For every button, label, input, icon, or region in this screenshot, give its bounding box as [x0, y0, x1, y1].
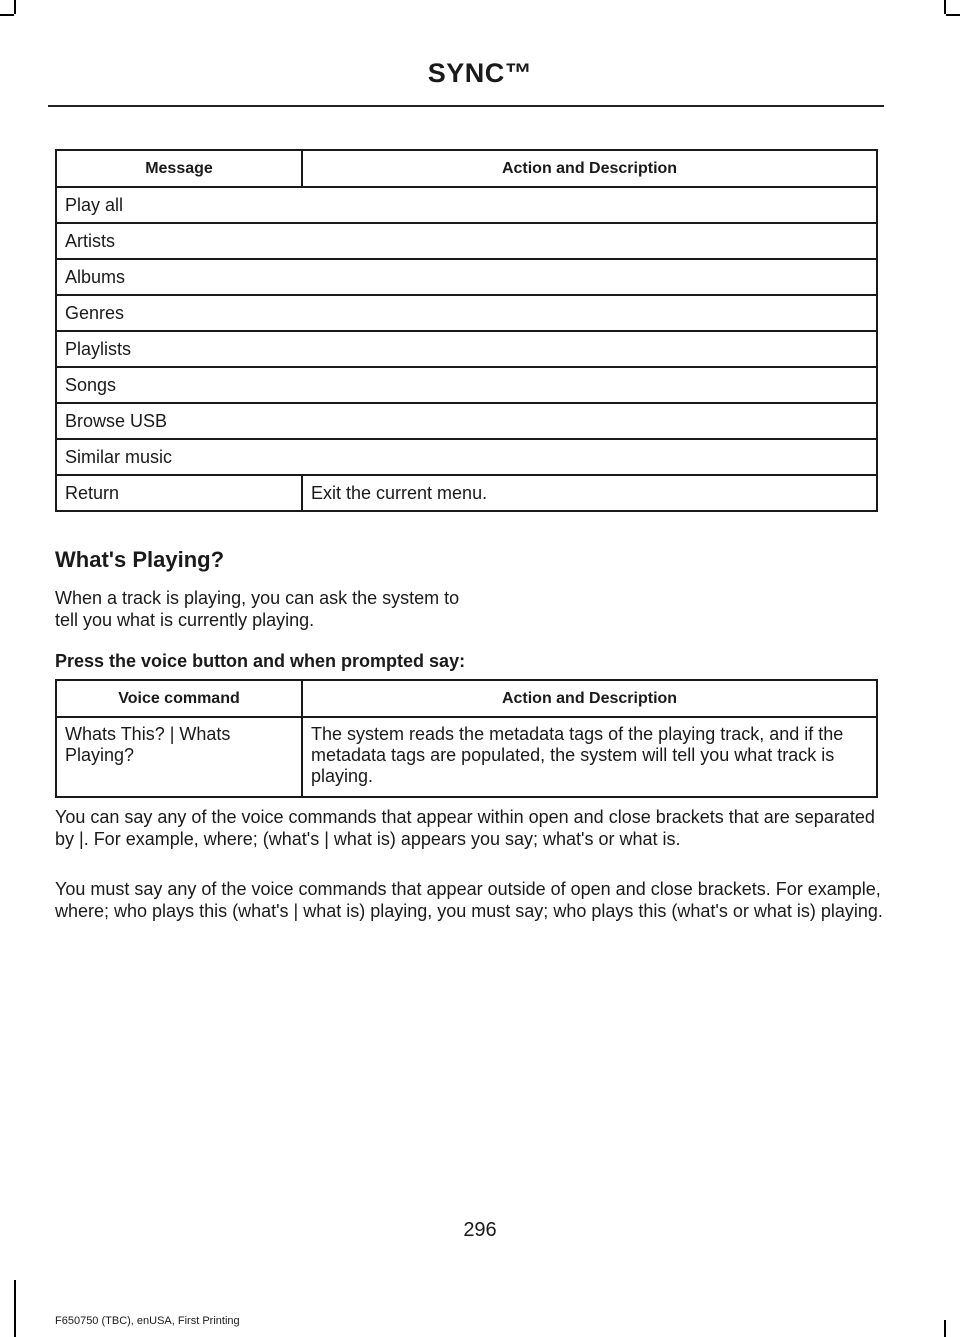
crop-mark	[14, 1280, 16, 1337]
table-header-row	[56, 680, 877, 717]
instruction-text: Press the voice button and when prompted say:	[55, 651, 466, 671]
table-row	[56, 717, 877, 797]
table-cell: Similar music	[56, 439, 877, 475]
note-paragraph: You can say any of the voice commands that appear within open and close brackets that are separated by |. For example, where; (what's | what is) appears you say; what's or what is.	[55, 807, 875, 849]
table-cell: Songs	[56, 367, 877, 403]
table-cell: Whats This? | Whats Playing?	[56, 717, 302, 797]
column-header: Action and Description	[302, 680, 877, 717]
crop-mark	[0, 14, 14, 16]
voice-command-table	[55, 679, 878, 798]
footer-text: F650750 (TBC), enUSA, First Printing	[55, 1315, 240, 1327]
table-row	[56, 223, 877, 259]
table-cell: The system reads the metadata tags of the playing track, and if the metadata tags are populated, the system will tell you what track is playing.	[302, 717, 877, 797]
section-heading: What's Playing?	[55, 547, 225, 572]
table-row	[56, 259, 877, 295]
column-header: Message	[56, 150, 302, 187]
crop-mark	[944, 0, 946, 14]
message-table	[55, 149, 878, 512]
table-cell: Genres	[56, 295, 877, 331]
crop-mark	[944, 1320, 946, 1337]
crop-mark	[14, 0, 16, 14]
table-row	[56, 295, 877, 331]
table-cell: Playlists	[56, 331, 877, 367]
column-header: Voice command	[56, 680, 302, 717]
table-cell: Artists	[56, 223, 877, 259]
table-header-row	[56, 150, 877, 187]
table-row	[56, 475, 877, 511]
table-row	[56, 367, 877, 403]
page-number: 296	[463, 1219, 497, 1241]
table-cell: Play all	[56, 187, 877, 223]
table-cell: Exit the current menu.	[302, 475, 877, 511]
intro-paragraph: When a track is playing, you can ask the system to tell you what is currently playing.	[55, 588, 460, 630]
table-cell: Return	[56, 475, 302, 511]
table-row	[56, 187, 877, 223]
table-cell: Browse USB	[56, 403, 877, 439]
column-header: Action and Description	[302, 150, 877, 187]
crop-mark	[946, 14, 960, 16]
note-paragraph: You must say any of the voice commands that appear outside of open and close brackets. For example, where; who plays this (what's | what is) playing, you must say; who plays this (what's or what is) playing.	[55, 879, 883, 921]
table-row	[56, 331, 877, 367]
table-row	[56, 439, 877, 475]
header-divider	[48, 105, 884, 107]
table-cell: Albums	[56, 259, 877, 295]
table-row	[56, 403, 877, 439]
page-title: SYNC™	[427, 58, 533, 88]
